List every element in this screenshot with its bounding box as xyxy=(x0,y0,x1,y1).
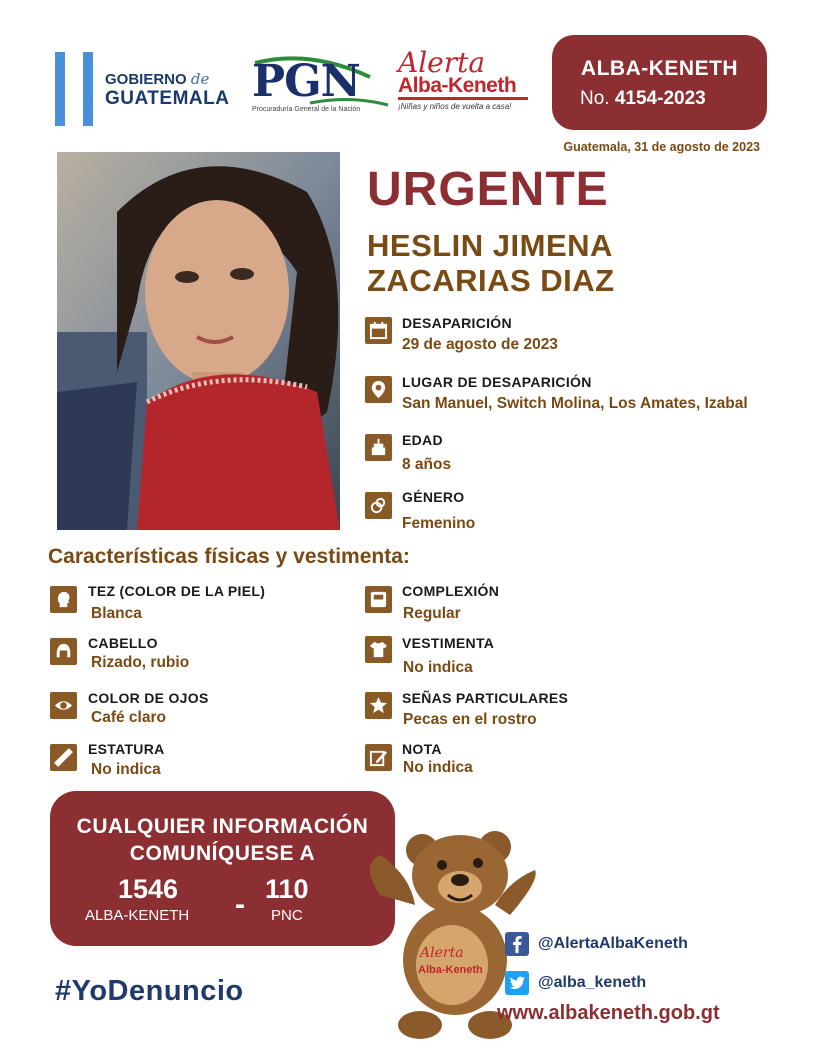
missing-child-photo xyxy=(57,152,340,530)
build-value: Regular xyxy=(403,605,461,622)
shirt-icon xyxy=(365,636,392,663)
age-label: EDAD xyxy=(402,432,443,448)
hair-label: CABELLO xyxy=(88,635,158,651)
phone-separator: - xyxy=(235,888,245,921)
head-icon xyxy=(50,586,77,613)
missing-person-name xyxy=(367,228,615,298)
height-label: ESTATURA xyxy=(88,741,165,757)
hashtag: #YoDenuncio xyxy=(55,975,244,1007)
height-value: No indica xyxy=(91,761,161,778)
note-value: No indica xyxy=(403,759,473,776)
twitter-handle[interactable]: @alba_keneth xyxy=(538,974,647,991)
child-photo-icon xyxy=(57,152,340,530)
disappearance-value: 29 de agosto de 2023 xyxy=(402,336,558,353)
contact-heading xyxy=(50,813,395,867)
location-value: San Manuel, Switch Molina, Los Amates, Izabal xyxy=(402,395,748,412)
age-value: 8 años xyxy=(402,456,452,473)
alerta-tagline: ¡Niñas y niños de vuelta a casa! xyxy=(398,102,512,111)
gobierno-guatemala-logo xyxy=(105,70,229,108)
alerta-logo-underline xyxy=(398,97,528,100)
name-line1: HESLIN JIMENA xyxy=(367,228,613,263)
contact-box xyxy=(50,791,395,946)
mascot-belly-line2: Alba-Keneth xyxy=(418,964,483,976)
alerta-logo-line2: Alba-Keneth xyxy=(398,74,517,97)
badge-number xyxy=(580,88,706,110)
pgn-subtitle: Procuraduría General de la Nación xyxy=(252,106,361,113)
gender-icon xyxy=(365,492,392,519)
website-link[interactable]: www.albakeneth.gob.gt xyxy=(497,1002,720,1024)
gov-logo-bar-2 xyxy=(83,52,93,126)
mascot-belly-line1: Alerta xyxy=(420,945,464,961)
eye-icon xyxy=(50,692,77,719)
phone-number-albakeneth[interactable]: 1546 xyxy=(118,874,179,904)
case-number-badge xyxy=(552,35,767,130)
note-label: NOTA xyxy=(402,741,442,757)
phone-number-pnc[interactable]: 110 xyxy=(265,874,309,904)
skin-value: Blanca xyxy=(91,605,142,622)
marks-value: Pecas en el rostro xyxy=(403,711,537,728)
location-pin-icon xyxy=(365,376,392,403)
gov-line1: GOBIERNO xyxy=(105,71,187,88)
alerta-logo-line1: Alerta xyxy=(398,46,486,79)
calendar-icon xyxy=(365,317,392,344)
cake-icon xyxy=(365,434,392,461)
badge-title: ALBA-KENETH xyxy=(580,57,739,80)
clothing-value: No indica xyxy=(403,659,473,676)
gender-value: Femenino xyxy=(402,515,476,532)
name-line2: ZACARIAS DIAZ xyxy=(367,263,615,298)
eye-color-value: Café claro xyxy=(91,709,166,726)
characteristics-title: Características físicas y vestimenta: xyxy=(48,545,410,568)
contact-heading-line2: COMUNÍQUESE A xyxy=(129,842,316,865)
note-edit-icon xyxy=(365,744,392,771)
ruler-icon xyxy=(50,744,77,771)
build-label: COMPLEXIÓN xyxy=(402,583,500,599)
skin-label: TEZ (COLOR DE LA PIEL) xyxy=(88,583,266,599)
gov-line2: GUATEMALA xyxy=(105,88,230,109)
gender-label: GÉNERO xyxy=(402,489,465,505)
phone-label-pnc: PNC xyxy=(271,907,303,924)
eye-color-label: COLOR DE OJOS xyxy=(88,690,209,706)
star-icon xyxy=(365,692,392,719)
contact-heading-line1: CUALQUIER INFORMACIÓN xyxy=(76,815,369,838)
pgn-logo: PGN xyxy=(252,56,360,107)
marks-label: SEÑAS PARTICULARES xyxy=(402,690,569,706)
facebook-handle[interactable]: @AlertaAlbaKeneth xyxy=(538,935,688,952)
hair-icon xyxy=(50,638,77,665)
hair-value: Rizado, rubio xyxy=(91,654,190,671)
badge-number-prefix: No. xyxy=(580,88,610,109)
scale-icon xyxy=(365,586,392,613)
facebook-icon[interactable] xyxy=(505,932,529,956)
clothing-label: VESTIMENTA xyxy=(402,635,495,651)
phone-label-albakeneth: ALBA-KENETH xyxy=(85,907,190,924)
issue-date: Guatemala, 31 de agosto de 2023 xyxy=(563,140,760,154)
location-label: LUGAR DE DESAPARICIÓN xyxy=(402,374,592,390)
disappearance-label: DESAPARICIÓN xyxy=(402,315,512,331)
gov-de: de xyxy=(190,70,210,88)
gov-logo-bar-1 xyxy=(55,52,65,126)
urgent-title: URGENTE xyxy=(367,163,609,216)
badge-number-value: 4154-2023 xyxy=(614,88,706,109)
twitter-icon[interactable] xyxy=(505,971,529,995)
